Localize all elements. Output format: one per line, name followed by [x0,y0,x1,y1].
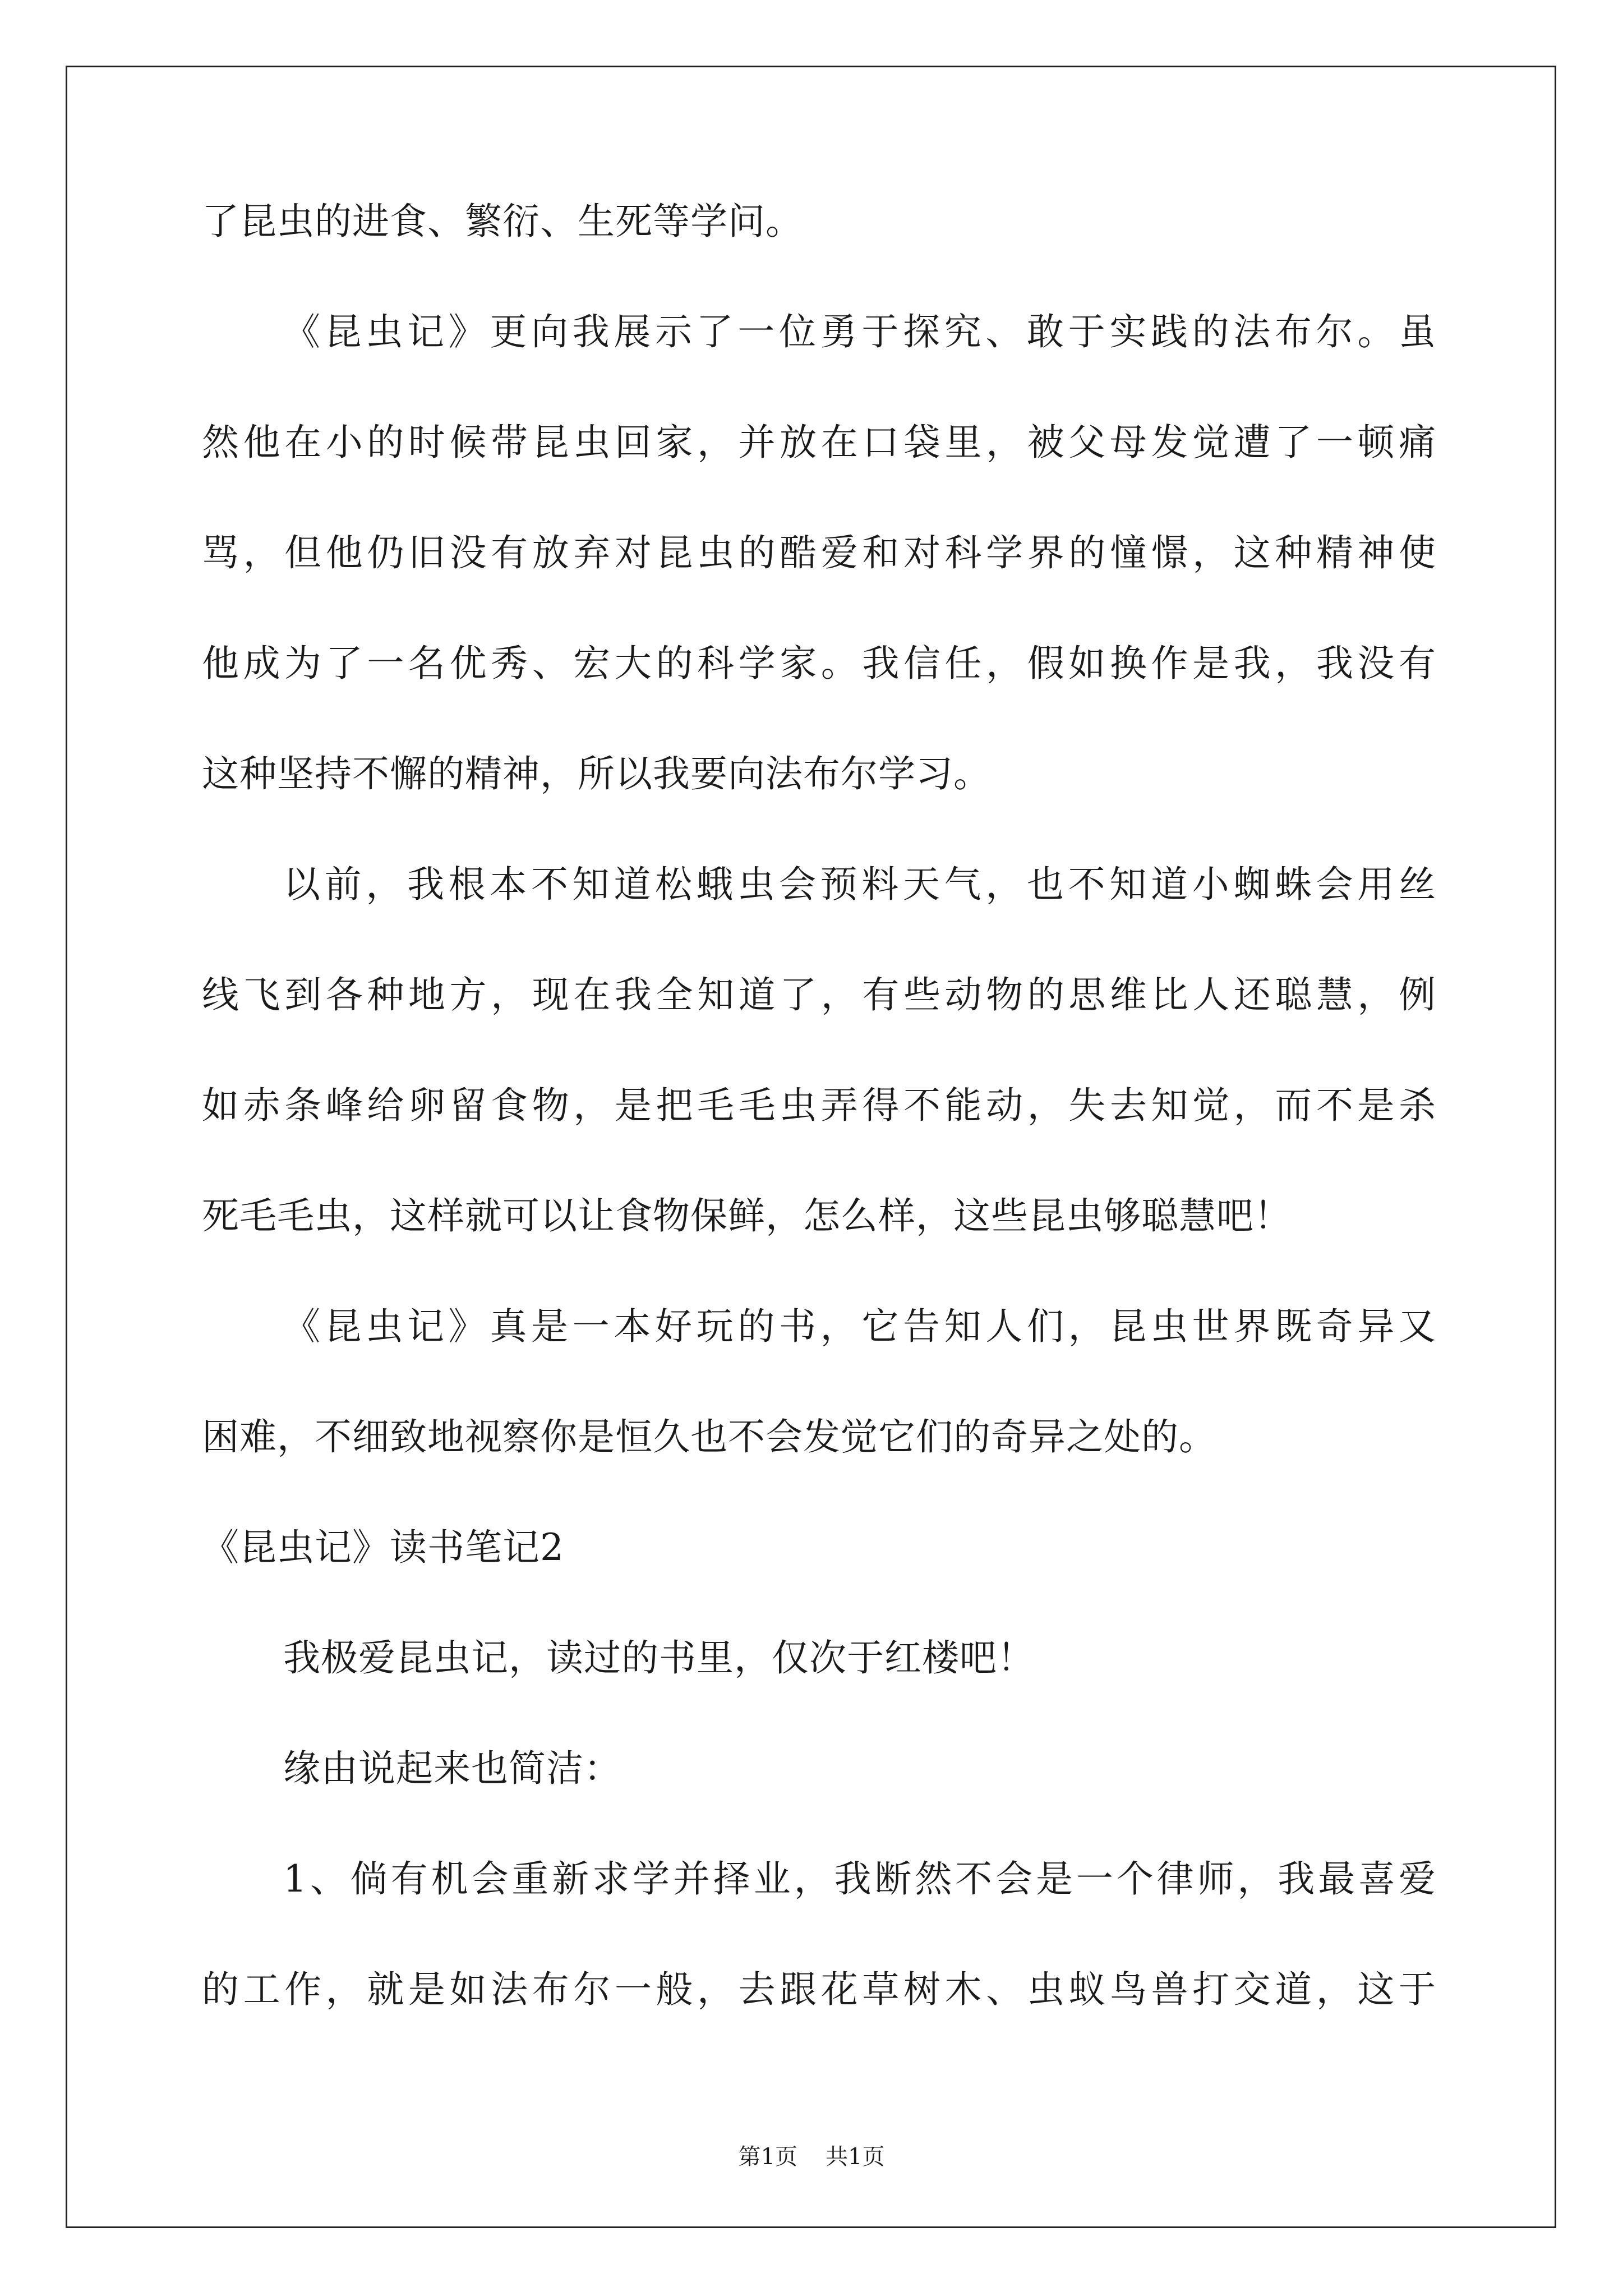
text-line: 线飞到各种地方，现在我全知道了，有些动物的思维比人还聪慧，例 [202,973,1436,1016]
text-line: 1、倘有机会重新求学并择业，我断然不会是一个律师，我最喜爱 [283,1857,1436,1901]
text-line: 如赤条峰给卵留食物，是把毛毛虫弄得不能动，失去知觉，而不是杀 [202,1084,1436,1127]
page-total: 共1页 [826,2144,885,2170]
text-line: 《昆虫记》真是一本好玩的书，它告知人们，昆虫世界既奇异又 [283,1305,1436,1348]
page-footer [0,2143,1623,2171]
page-number: 第1页 [738,2144,797,2170]
section-heading: 《昆虫记》读书笔记2 [202,1526,564,1569]
text-line: 了昆虫的进食、繁衍、生死等学问。 [202,200,803,243]
text-line: 《昆虫记》更向我展示了一位勇于探究、敢于实践的法布尔。虽 [283,310,1436,353]
text-line: 缘由说起来也简洁： [283,1747,621,1790]
text-line: 然他在小的时候带昆虫回家，并放在口袋里，被父母发觉遭了一顿痛 [202,421,1436,464]
document-body [202,185,1436,2064]
text-line: 他成为了一名优秀、宏大的科学家。我信任，假如换作是我，我没有 [202,642,1436,685]
text-line: 的工作，就是如法布尔一般，去跟花草树木、虫蚁鸟兽打交道，这于 [202,1968,1436,2011]
text-line: 这种坚持不懈的精神，所以我要向法布尔学习。 [202,752,991,795]
text-line: 我极爱昆虫记，读过的书里，仅次于红楼吧！ [283,1636,1035,1680]
text-line: 困难，不细致地视察你是恒久也不会发觉它们的奇异之处的。 [202,1415,1216,1458]
text-line: 死毛毛虫，这样就可以让食物保鲜，怎么样，这些昆虫够聪慧吧！ [202,1194,1292,1237]
text-line: 骂，但他仍旧没有放弃对昆虫的酷爱和对科学界的憧憬，这种精神使 [202,531,1436,574]
text-line: 以前，我根本不知道松蛾虫会预料天气，也不知道小蜘蛛会用丝 [283,863,1436,906]
